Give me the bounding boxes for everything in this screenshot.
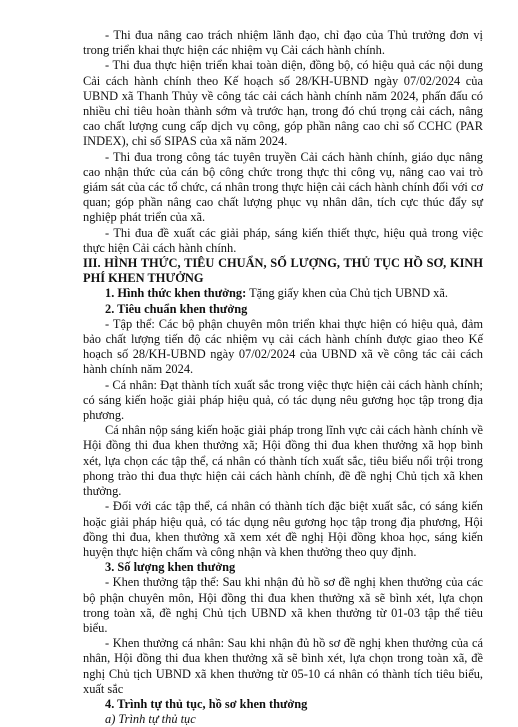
paragraph-reward-form	[83, 286, 483, 301]
paragraph-collective-quantity: - Khen thưởng tập thể: Sau khi nhận đủ hồ sơ đề nghị khen thưởng của các bộ phận chuyên môn, Hội đồng thi đua khen thưởng xã sẽ bình xét, lựa chọn trong toàn xã, đề nghị Chủ tịch UBND xã khen thưởng từ 01-03 tập thể tiêu biểu.	[83, 575, 483, 635]
reward-form-label: 1. Hình thức khen thưởng:	[105, 286, 247, 301]
reward-form-text: Tặng giấy khen của Chủ tịch UBND xã.	[246, 286, 448, 301]
paragraph-collective-criteria: - Tập thể: Các bộ phận chuyên môn triển khai thực hiện có hiệu quả, đảm bảo chất lượng tiến độ các nhiệm vụ cải cách hành chính được giao theo Kế hoạch số 28/KH-UBND ngày 07/02/2024 của UBND xã về công tác cải cách hành chính năm 2024.	[83, 316, 483, 377]
paragraph-individual-criteria: - Cá nhân: Đạt thành tích xuất sắc trong việc thực hiện cải cách hành chính; có sáng kiến hoặc giải pháp hiệu quả, có tác dụng nêu gương học tập trong địa phương.	[83, 377, 483, 423]
heading-reward-quantity: 3. Số lượng khen thưởng	[105, 560, 236, 575]
paragraph-leadership-emulation: - Thi đua nâng cao trách nhiệm lãnh đạo, chỉ đạo của Thủ trưởng đơn vị trong triển khai thực hiện các nhiệm vụ Cải cách hành chính.	[83, 28, 483, 58]
section-heading-iii: III. HÌNH THỨC, TIÊU CHUẨN, SỐ LƯỢNG, THỦ TỤC HỒ SƠ, KINH PHÍ KHEN THƯỞNG	[83, 256, 483, 286]
paragraph-exceptional-achievement: - Đối với các tập thể, cá nhân có thành tích đặc biệt xuất sắc, có sáng kiến hoặc giải pháp hiệu quả, có tác dụng nêu gương học tập trong địa phương, Hội đồng thi đua, khen thưởng xã xem xét đề nghị Hội đồng khoa học, sáng kiến huyện thực hiện chấm và công nhận và khen thưởng theo quy định.	[83, 499, 483, 559]
paragraph-propaganda: - Thi đua trong công tác tuyên truyền Cải cách hành chính, giáo dục nâng cao nhận thức của cán bộ công chức trong thực thi công vụ, nâng cao vai trò giám sát của các tổ chức, cá nhân trong thực hiện cải cách hành chính đối với cơ quan; góp phần nâng cao chất lượng phục vụ nhân dân, tích cực thúc đẩy sự nghiệp phát triển của xã.	[83, 149, 483, 225]
paragraph-solutions-initiatives: - Thi đua đề xuất các giải pháp, sáng kiến thiết thực, hiệu quả trong việc thực hiện Cải cách hành chính.	[83, 225, 483, 255]
paragraph-comprehensive-implementation: - Thi đua thực hiện triển khai toàn diện, đồng bộ, có hiệu quả các nội dung Cải cách hành chính theo Kế hoạch số 28/KH-UBND ngày 07/02/2024 của UBND xã Thanh Thủy về công tác cải cách hành chính năm 2024, phấn đấu có nhiều chỉ tiêu hoàn thành sớm và trước hạn, trong đó chú trọng cải cách, nâng cao chất lượng cung cấp dịch vụ công, góp phần nâng cao chỉ số CCHC (PAR INDEX), chỉ số SIPAS của xã năm 2024.	[83, 58, 483, 149]
paragraph-initiative-submission: Cá nhân nộp sáng kiến hoặc giải pháp trong lĩnh vực cải cách hành chính về Hội đồng thi đua khen thưởng xã; Hội đồng thi đua khen thưởng xã họp bình xét, lựa chọn các tập thể, cá nhân có thành tích xuất sắc, tiêu biểu nổi trội trong phong trào thi đua thực hiện cải cách hành chính, đề đề nghị Chủ tịch xã khen thưởng.	[83, 423, 483, 499]
document-body	[83, 28, 483, 727]
heading-reward-criteria: 2. Tiêu chuẩn khen thưởng	[105, 301, 248, 316]
paragraph-individual-quantity: - Khen thưởng cá nhân: Sau khi nhận đủ hồ sơ đề nghị khen thưởng của cá nhân, Hội đồng thi đua khen thưởng xã sẽ bình xét, lựa chọn trong toàn xã, đề nghị Chủ tịch UBND xã khen thưởng từ 05-10 cá nhân có thành tích tiêu biểu, xuất sắc	[83, 636, 483, 696]
heading-procedure-dossier: 4. Trình tự thủ tục, hồ sơ khen thưởng	[105, 696, 308, 711]
subheading-procedure: a) Trình tự thủ tục	[105, 712, 196, 727]
